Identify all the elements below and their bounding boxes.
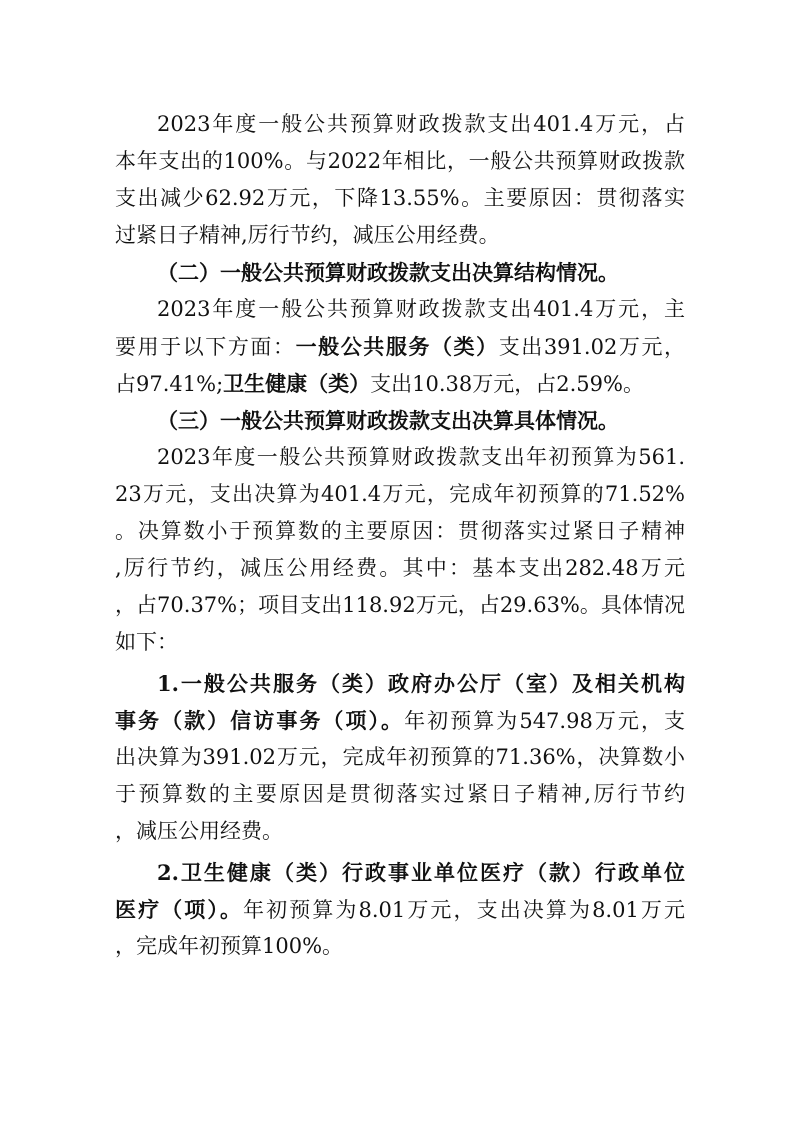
text-line: ，减压公用经费。 bbox=[115, 819, 283, 843]
text-line: 支出减少62.92万元，下降13.55%。主要原因：贯彻落实 bbox=[115, 186, 685, 210]
text-line bbox=[115, 328, 685, 365]
text-line: 2023年度一般公共预算财政拨款支出年初预算为561. bbox=[157, 445, 685, 469]
text-segment: 年初预算为8.01万元，支出决算为8.01万元 bbox=[243, 898, 686, 922]
text-segment: 占97.41%; bbox=[115, 372, 224, 396]
bold-category: 卫生健康（类） bbox=[223, 371, 371, 396]
text-line: 1.一般公共服务（类）政府办公厅（室）及相关机构 bbox=[157, 671, 685, 696]
text-segment: 支出391.02万元， bbox=[498, 335, 686, 359]
text-line: 2023年度一般公共预算财政拨款支出401.4万元，占 bbox=[157, 112, 685, 136]
text-segment: 支出10.38万元，占2.59%。 bbox=[370, 372, 644, 396]
paragraph-item-2 bbox=[115, 854, 685, 965]
section-heading-details bbox=[115, 402, 685, 439]
text-line: 本年支出的100%。与2022年相比，一般公共预算财政拨款 bbox=[115, 149, 685, 173]
bold-item-title: 医疗（项）。 bbox=[115, 897, 244, 922]
text-line bbox=[115, 891, 685, 928]
text-segment: 年初预算为547.98万元，支 bbox=[404, 709, 686, 733]
paragraph-details bbox=[115, 439, 685, 661]
paragraph-expenditure-overview bbox=[115, 106, 685, 254]
text-line: 23万元，支出决算为401.4万元，完成年初预算的71.52% bbox=[115, 482, 685, 506]
text-line: ,厉行节约，减压公用经费。其中：基本支出282.48万元 bbox=[115, 556, 685, 580]
text-segment: 要用于以下方面： bbox=[115, 335, 296, 359]
text-line: 。决算数小于预算数的主要原因：贯彻落实过紧日子精神 bbox=[115, 519, 685, 543]
paragraph-item-1 bbox=[115, 665, 685, 850]
text-line: 出决算为391.02万元，完成年初预算的71.36%，决算数小 bbox=[115, 745, 685, 769]
text-line: 2.卫生健康（类）行政事业单位医疗（款）行政单位 bbox=[157, 860, 685, 885]
text-line: 于预算数的主要原因是贯彻落实过紧日子精神,厉行节约 bbox=[115, 782, 685, 806]
paragraph-structure bbox=[115, 291, 685, 402]
section-heading-structure bbox=[115, 254, 685, 291]
bold-category: 一般公共服务（类） bbox=[295, 334, 499, 359]
heading-text: （二）一般公共预算财政拨款支出决算结构情况。 bbox=[157, 260, 619, 285]
heading-text: （三）一般公共预算财政拨款支出决算具体情况。 bbox=[157, 408, 619, 433]
text-line: 如下： bbox=[115, 630, 178, 654]
text-line: 2023年度一般公共预算财政拨款支出401.4万元，主 bbox=[157, 297, 685, 321]
text-line bbox=[115, 702, 685, 739]
text-line: ，占70.37%；项目支出118.92万元，占29.63%。具体情况 bbox=[115, 593, 685, 617]
bold-item-title: 事务（款）信访事务（项）。 bbox=[115, 708, 405, 733]
text-line: 过紧日子精神,厉行节约，减压公用经费。 bbox=[115, 223, 500, 247]
text-line bbox=[115, 365, 685, 402]
text-line: ，完成年初预算100%。 bbox=[115, 934, 344, 958]
